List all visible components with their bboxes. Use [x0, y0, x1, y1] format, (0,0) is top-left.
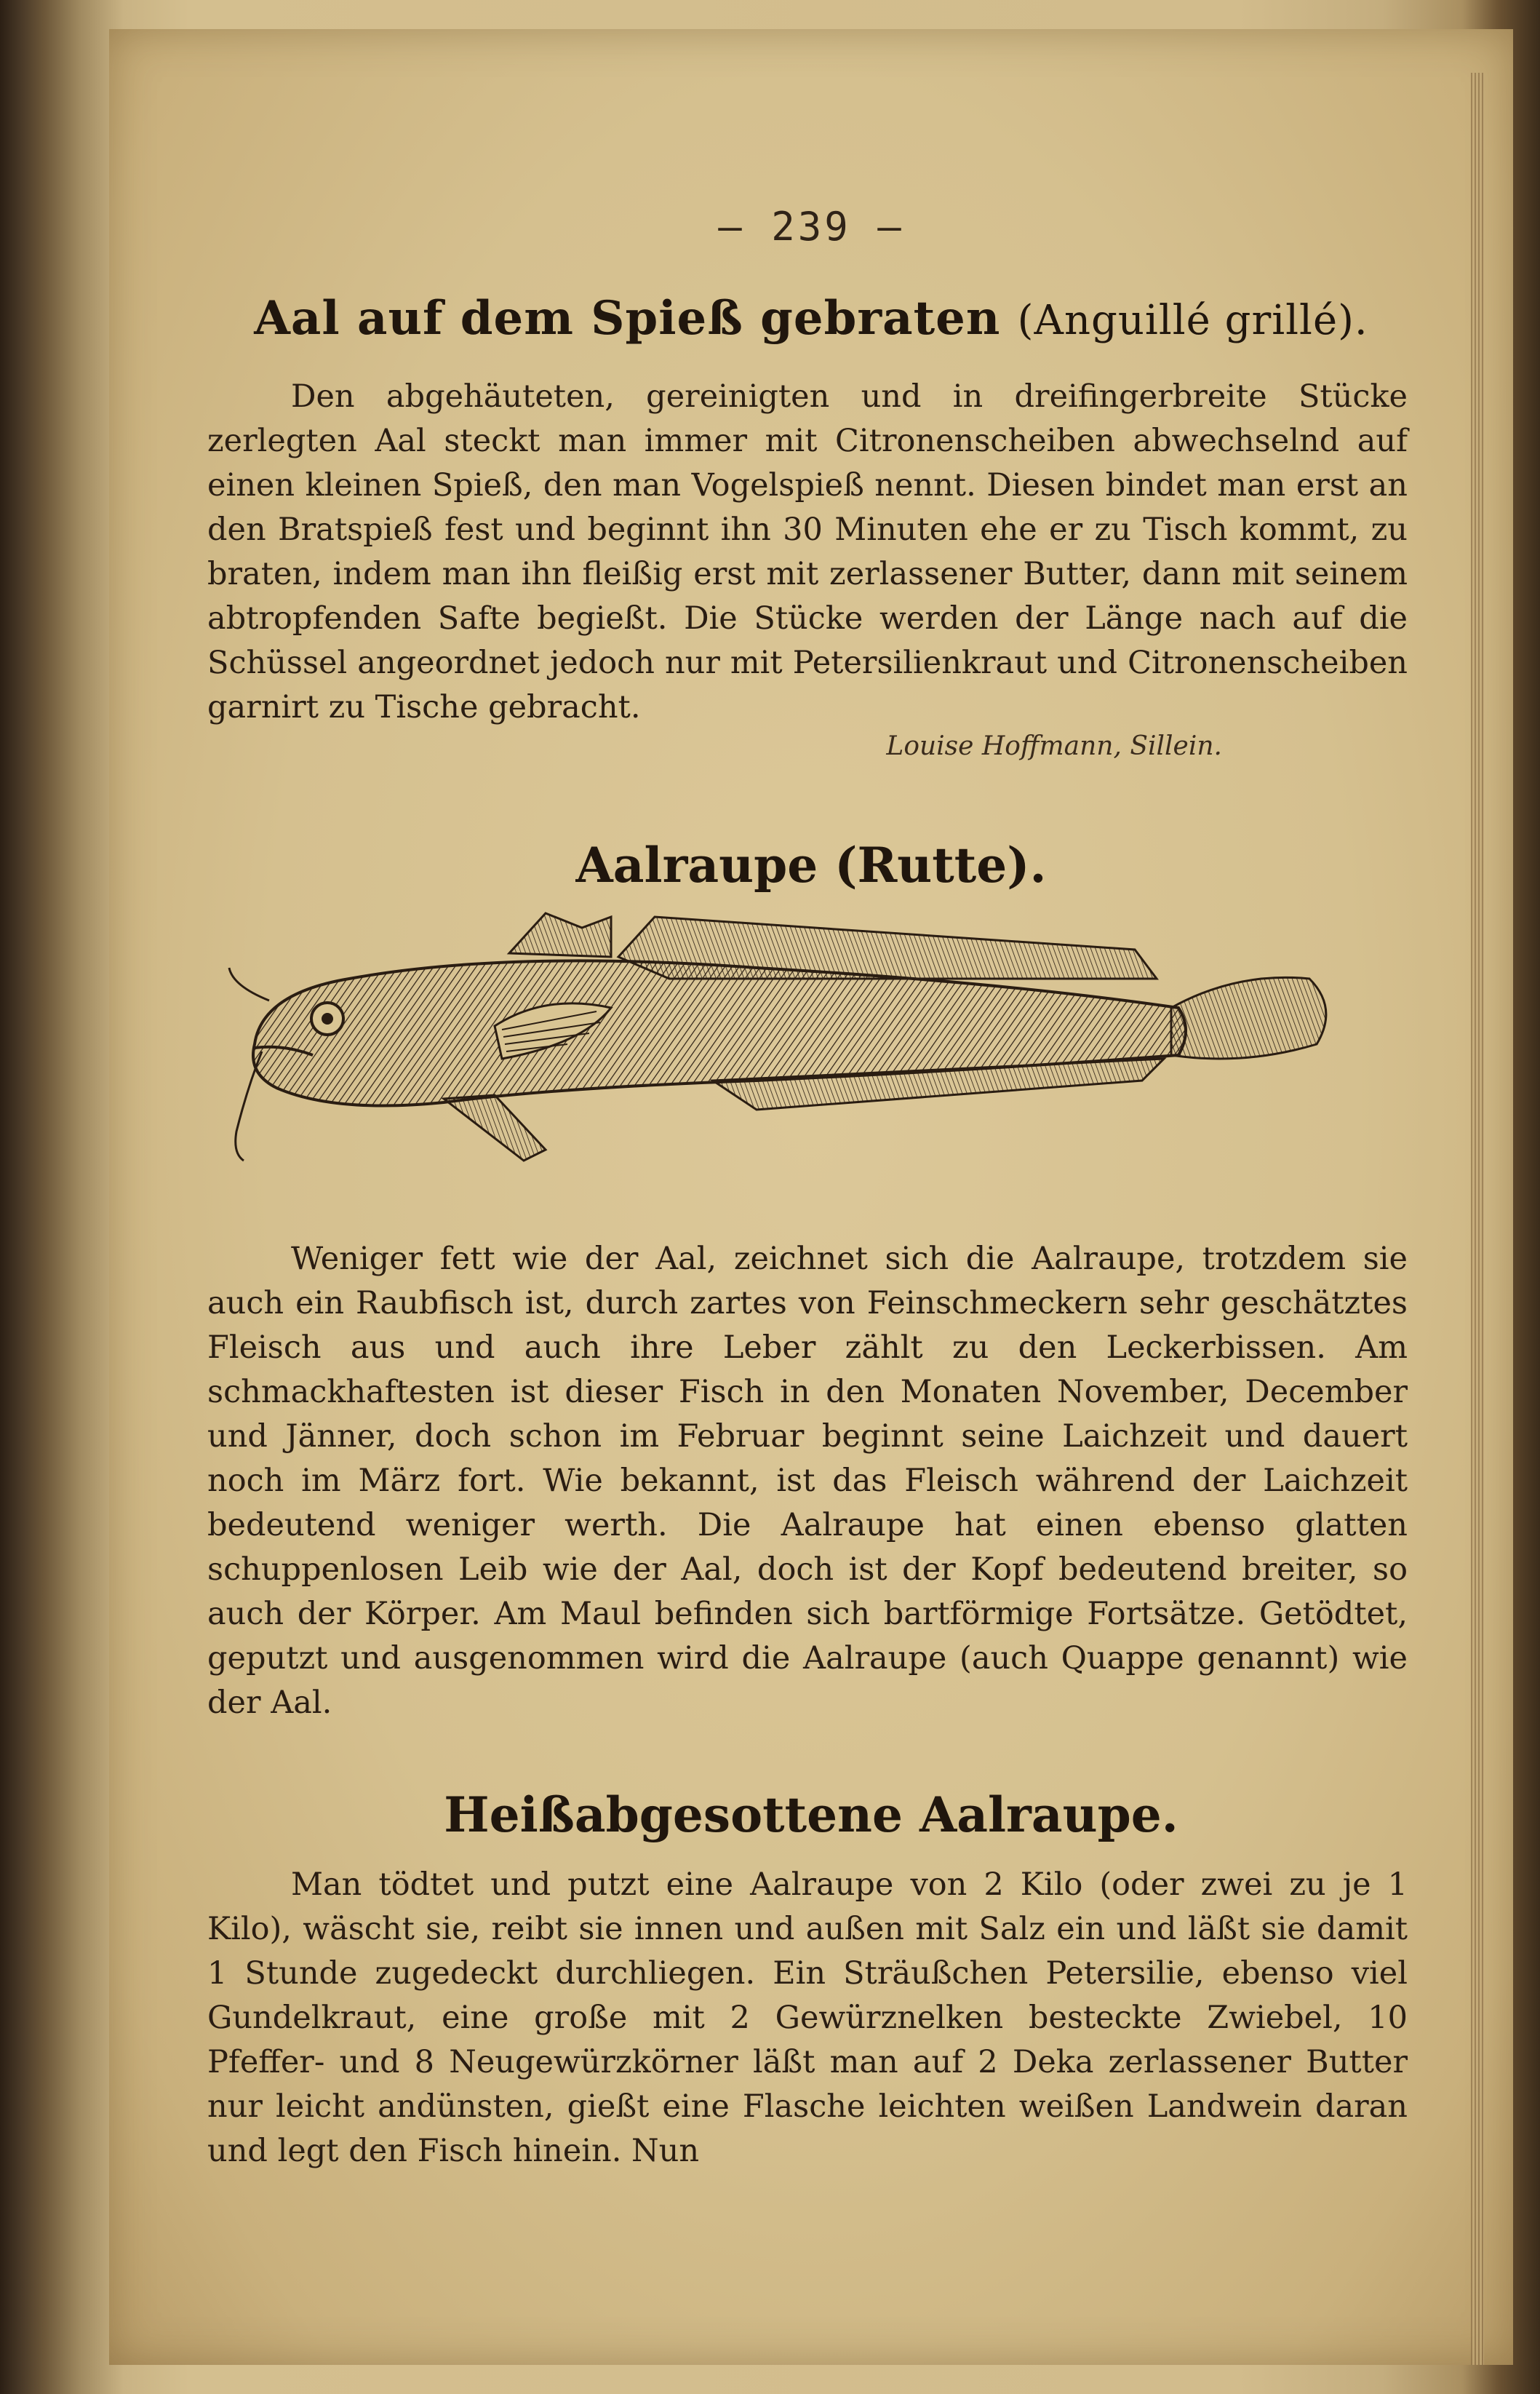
- recipe-title-aal-spiess: [109, 291, 1513, 346]
- recipe-text-heissabgesottene: Man tödtet und putzt eine Aalraupe von 2 Kilo (oder zwei zu je 1 Kilo), wäscht sie, reibt sie innen und außen mit Salz ein und läßt sie damit 1 Stunde zugedeckt durchliegen. Ein Sträußchen Petersilie, ebenso viel Gundelkraut, eine große mit 2 Gewürznelken besteckte Zwiebel, 10 Pfeffer- und 8 Neugewürzkörner läßt man auf 2 Deka zerlassener Butter nur leicht andünsten, gießt eine Flasche leichten weißen Landwein daran und legt den Fisch hinein. Nun: [207, 1866, 1408, 2169]
- book-page: [109, 29, 1513, 2365]
- page-number: — 239 —: [718, 204, 904, 250]
- section-text-aalraupe: Weniger fett wie der Aal, zeichnet sich die Aalraupe, trotzdem sie auch ein Raubfisch ist, durch zartes von Feinschmeckern sehr geschätztes Fleisch aus und auch ihre Leber zählt zu den Leckerbissen. Am schmackhaftesten ist dieser Fisch in den Monaten November, December und Jänner, doch schon im Februar beginnt seine Laichzeit und dauert noch im März fort. Wie bekannt, ist das Fleisch während der Laichzeit bedeutend weniger werth. Die Aalraupe hat einen ebenso glatten schuppenlosen Leib wie der Aal, doch ist der Kopf bedeutend breiter, so auch der Körper. Am Maul befinden sich bartförmige Fortsätze. Getödtet, geputzt und ausgenommen wird die Aalraupe (auch Quappe genannt) wie der Aal.: [207, 1241, 1408, 1721]
- recipe-author: Louise Hoffmann, Sillein.: [886, 731, 1222, 761]
- page-edge: [1471, 73, 1484, 2365]
- fish-illustration: [204, 899, 1411, 1233]
- recipe-title-heissabgesottene: Heißabgesottene Aalraupe.: [444, 1786, 1178, 1843]
- recipe-title-main: Aal auf dem Spieß gebraten: [254, 291, 1001, 346]
- recipe-text-aal-spiess: Den abgehäuteten, gereinigten und in dreifingerbreite Stücke zerlegten Aal steckt man immer mit Citronenscheiben abwechselnd auf einen kleinen Spieß, den man Vogelspieß nennt. Diesen bindet man erst an den Bratspieß fest und beginnt ihn 30 Minuten ehe er zu Tisch kommt, zu braten, indem man ihn fleißig erst mit zerlassener Butter, dann mit seinem abtropfenden Safte begießt. Die Stücke werden der Länge nach auf die Schüssel angeordnet jedoch nur mit Petersilienkraut und Citronenscheiben garnirt zu Tische gebracht.: [207, 378, 1408, 725]
- recipe-title-latin: (Anguillé grillé).: [1017, 297, 1368, 344]
- section-title-aalraupe: Aalraupe (Rutte).: [575, 837, 1047, 894]
